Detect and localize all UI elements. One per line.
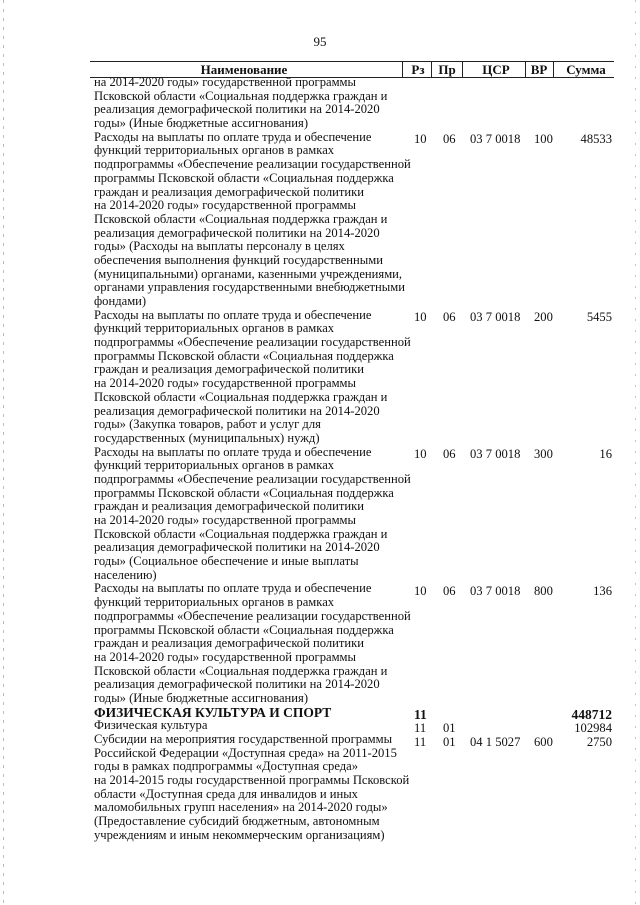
header-vr: ВР (530, 62, 548, 77)
cell-sum: 2750 (586, 734, 612, 749)
cell-rz: 11 (414, 707, 427, 723)
description-line: Субсидии на мероприятия государственной программы (94, 732, 393, 746)
description-line: Псковской области «Социальная поддержка граждан и (94, 526, 388, 541)
description-line: годы в рамках подпрограммы «Доступная среда» (94, 759, 359, 774)
scan-edge-right (635, 0, 636, 905)
description-line: программы Псковской области «Социальная поддержка (94, 485, 394, 500)
cell-csr: 03 7 0018 (470, 131, 521, 146)
header-sum: Сумма (566, 62, 606, 77)
description-line: подпрограммы «Обеспечение реализации государственной (94, 157, 411, 172)
cell-vr: 800 (534, 583, 553, 598)
description-line: реализация демографической политики на 2014-2020 (94, 540, 380, 555)
row-descriptions (94, 76, 414, 843)
cell-rz: 11 (414, 734, 427, 749)
description-line: Расходы на выплаты по оплате труда и обеспечение (94, 129, 372, 144)
description-line: программы Псковской области «Социальная поддержка (94, 170, 394, 185)
cell-csr: 03 7 0018 (470, 583, 521, 598)
description-line: функций территориальных органов в рамках (94, 143, 335, 158)
description-line: функций территориальных органов в рамках (94, 595, 335, 610)
description-line: обеспечения выполнения функций государственными (94, 252, 383, 267)
description-line: учреждениям и иным некоммерческим организациям) (94, 827, 385, 842)
description-line: на 2014-2020 годы» государственной программы (94, 376, 356, 391)
description-line: годы» (Закупка товаров, работ и услуг для (94, 417, 321, 432)
cell-pr: 06 (443, 446, 456, 461)
description-line: программы Псковской области «Социальная поддержка (94, 348, 394, 363)
description-line: Расходы на выплаты по оплате труда и обеспечение (94, 444, 372, 459)
cell-csr: 04 1 5027 (470, 734, 521, 749)
cell-pr: 06 (443, 131, 456, 146)
scan-edge-left (3, 0, 4, 905)
header-divider (525, 62, 526, 77)
description-line: граждан и реализация демографической политики (94, 184, 364, 199)
header-csr: ЦСР (482, 62, 510, 77)
description-line: функций территориальных органов в рамках (94, 321, 335, 336)
cell-csr: 03 7 0018 (470, 309, 521, 324)
description-line: годы» (Расходы на выплаты персоналу в целях (94, 239, 345, 254)
cell-sum: 16 (599, 446, 612, 461)
description-line: программы Псковской области «Социальная поддержка (94, 622, 394, 637)
cell-pr: 06 (443, 309, 456, 324)
description-line: годы» (Социальное обеспечение и иные выплаты (94, 554, 359, 569)
description-line: Российской Федерации «Доступная среда» на 2011-2015 (94, 745, 397, 760)
cell-pr: 01 (443, 734, 456, 749)
description-line: (муниципальными) органами, казенными учреждениями, (94, 266, 403, 281)
description-line: Псковской области «Социальная поддержка граждан и (94, 389, 388, 404)
description-line: годы» (Иные бюджетные ассигнования) (94, 690, 309, 705)
cell-vr: 100 (534, 131, 553, 146)
description-line: на 2014-2020 годы» государственной программы (94, 198, 356, 213)
header-divider (431, 62, 432, 77)
header-rz: Рз (411, 62, 425, 77)
cell-sum: 136 (593, 583, 612, 598)
cell-vr: 300 (534, 446, 553, 461)
description-line: Псковской области «Социальная поддержка граждан и (94, 663, 388, 678)
header-pr: Пр (438, 62, 456, 77)
description-line: на 2014-2020 годы» государственной программы (94, 513, 356, 527)
description-line: функций территориальных органов в рамках (94, 458, 335, 473)
description-line: области «Доступная среда для инвалидов и иных (94, 786, 358, 801)
header-name: Наименование (200, 62, 288, 77)
description-line: Псковской области «Социальная поддержка граждан и (94, 88, 388, 103)
cell-pr: 06 (443, 583, 456, 598)
description-line: реализация демографической политики на 2014-2020 (94, 677, 380, 692)
description-line: подпрограммы «Обеспечение реализации государственной (94, 335, 411, 350)
description-line: граждан и реализация демографической политики (94, 362, 364, 377)
cell-pr: 01 (443, 720, 456, 735)
cell-rz: 11 (414, 720, 427, 735)
description-line: граждан и реализация демографической политики (94, 499, 364, 514)
header-divider (462, 62, 463, 77)
cell-sum: 5455 (586, 309, 612, 324)
description-line: органами управления государственными внебюджетными (94, 280, 405, 295)
description-line: фондами) (94, 294, 147, 308)
description-line: граждан и реализация демографической политики (94, 636, 364, 651)
cell-sum: 102984 (574, 720, 612, 735)
cell-sum: 448712 (571, 707, 612, 723)
description-line: на 2014-2020 годы» государственной программы (94, 649, 356, 664)
description-line: реализация демографической политики на 2014-2020 (94, 102, 380, 117)
description-line: реализация демографической политики на 2014-2020 (94, 403, 380, 418)
description-line: Псковской области «Социальная поддержка граждан и (94, 211, 388, 226)
description-line: на 2014-2015 годы государственной программы Псковской (94, 773, 410, 788)
cell-csr: 03 7 0018 (470, 446, 521, 461)
cell-sum: 48533 (580, 131, 612, 146)
header-divider (402, 62, 403, 77)
cell-vr: 600 (534, 734, 553, 749)
description-line: государственных (муниципальных) нужд) (94, 430, 320, 445)
description-line: подпрограммы «Обеспечение реализации государственной (94, 608, 411, 623)
description-line: (Предоставление субсидий бюджетным, автономным (94, 814, 380, 829)
header-divider (553, 62, 554, 77)
description-line: подпрограммы «Обеспечение реализации государственной (94, 471, 411, 486)
description-line: годы» (Иные бюджетные ассигнования) (94, 116, 309, 131)
description-line: реализация демографической политики на 2014-2020 (94, 225, 380, 240)
cell-rz: 10 (414, 446, 427, 461)
description-line: Физическая культура (94, 718, 208, 733)
cell-rz: 10 (414, 583, 427, 598)
description-line: населению) (94, 567, 157, 582)
description-line: на 2014-2020 годы» государственной программы (94, 75, 356, 89)
page-number: 95 (313, 34, 327, 49)
section-heading: ФИЗИЧЕСКАЯ КУЛЬТУРА И СПОРТ (94, 704, 332, 720)
cell-vr: 200 (534, 309, 553, 324)
cell-rz: 10 (414, 131, 427, 146)
description-line: Расходы на выплаты по оплате труда и обеспечение (94, 307, 372, 322)
description-line: маломобильных групп населения» на 2014-2020 годы» (94, 800, 388, 815)
cell-rz: 10 (414, 309, 427, 324)
description-line: Расходы на выплаты по оплате труда и обеспечение (94, 581, 372, 596)
